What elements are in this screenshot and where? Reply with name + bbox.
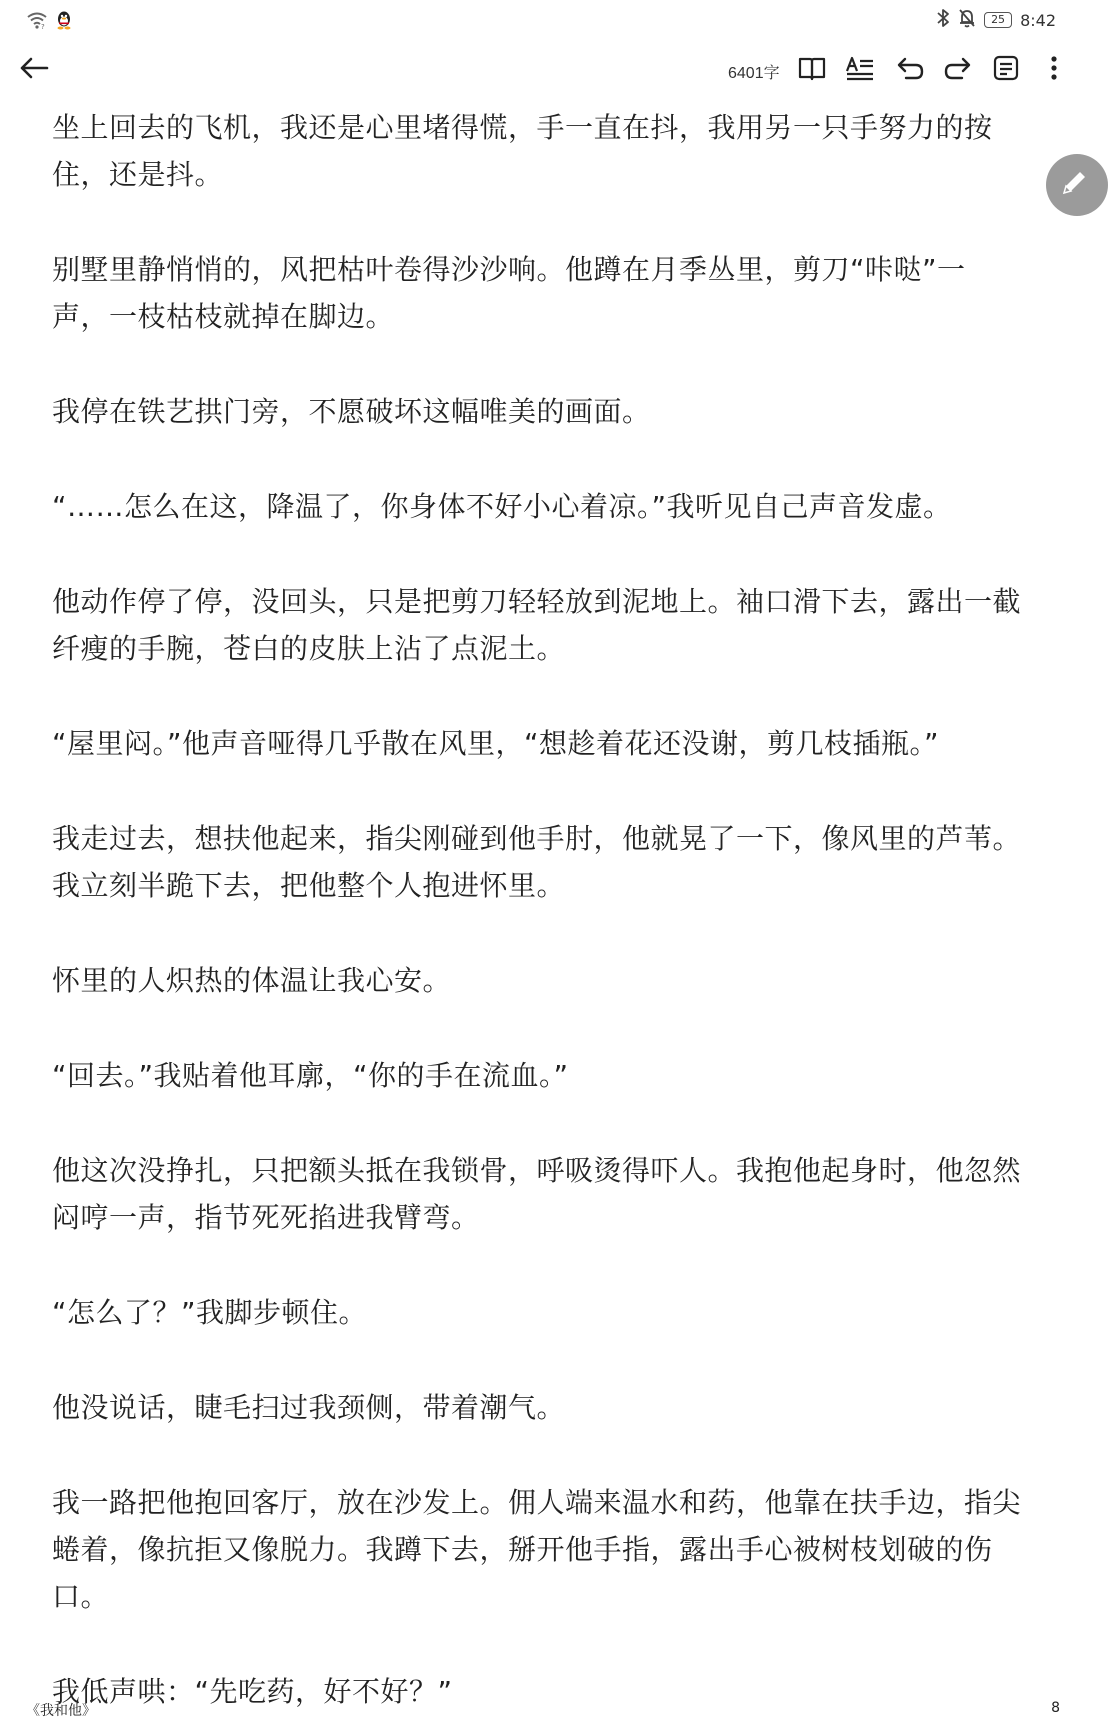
article-paragraph: 他这次没挣扎，只把额头抵在我锁骨，呼吸烫得吓人。我抱他起身时，他忽然闷哼一声，指节死死掐进我臂弯。 xyxy=(52,1154,1022,1234)
text-format-button[interactable] xyxy=(840,50,880,90)
pen-icon xyxy=(1060,169,1088,201)
edit-pen-button[interactable] xyxy=(1046,154,1108,216)
bluetooth-icon xyxy=(936,8,950,32)
undo-icon xyxy=(896,56,924,84)
status-left xyxy=(26,10,72,34)
article-paragraph: 他没说话，睫毛扫过我颈侧，带着潮气。 xyxy=(52,1391,566,1424)
wifi-icon xyxy=(26,11,48,33)
undo-button[interactable] xyxy=(890,50,930,90)
article-paragraph: 坐上回去的飞机，我还是心里堵得慌，手一直在抖，我用另一只手努力的按住，还是抖。 xyxy=(52,111,993,191)
word-count: 6401字 xyxy=(728,65,780,82)
article-paragraph: “怎么了？”我脚步顿住。 xyxy=(52,1296,368,1329)
article-paragraph: “……怎么在这，降温了，你身体不好小心着凉。”我听见自己声音发虚。 xyxy=(52,490,952,523)
article-paragraph: 我一路把他抱回客厅，放在沙发上。佣人端来温水和药，他靠在扶手边，指尖蜷着，像抗拒又像脱力。我蹲下去，掰开他手指，露出手心被树枝划破的伤口。 xyxy=(52,1486,1022,1613)
article-paragraph: 我低声哄：“先吃药，好不好？” xyxy=(52,1675,453,1708)
book-icon xyxy=(798,55,826,85)
status-bar xyxy=(0,0,1080,40)
toolbar xyxy=(0,44,1080,96)
back-arrow-icon xyxy=(19,56,49,84)
mute-bell-icon xyxy=(958,8,976,32)
redo-icon xyxy=(944,56,972,84)
article-content xyxy=(52,104,1022,1708)
reading-mode-button[interactable] xyxy=(792,50,832,90)
back-button[interactable] xyxy=(14,50,54,90)
article-paragraph: 我停在铁艺拱门旁，不愿破坏这幅唯美的画面。 xyxy=(52,395,651,428)
article-paragraph: “回去。”我贴着他耳廓，“你的手在流血。” xyxy=(52,1059,569,1092)
book-title: 《我和他》 xyxy=(26,1703,96,1719)
text-format-icon xyxy=(845,55,875,85)
clock: 8:42 xyxy=(1020,10,1056,30)
article-paragraph: “屋里闷。”他声音哑得几乎散在风里，“想趁着花还没谢，剪几枝插瓶。” xyxy=(52,727,940,760)
article-paragraph: 别墅里静悄悄的，风把枯叶卷得沙沙响。他蹲在月季丛里，剪刀“咔哒”一声，一枝枯枝就掉在脚边。 xyxy=(52,253,966,333)
more-vertical-icon xyxy=(1050,55,1058,85)
svg-text:?: ? xyxy=(41,23,45,31)
article-paragraph: 怀里的人炽热的体温让我心安。 xyxy=(52,964,452,997)
redo-button[interactable] xyxy=(938,50,978,90)
notes-icon xyxy=(993,55,1019,85)
page-number: 8 xyxy=(1051,1700,1060,1716)
battery-indicator: 25 xyxy=(984,12,1012,28)
status-right xyxy=(936,8,1056,32)
article-paragraph: 他动作停了停，没回头，只是把剪刀轻轻放到泥地上。袖口滑下去，露出一截纤瘦的手腕，苍白的皮肤上沾了点泥土。 xyxy=(52,585,1022,665)
qq-penguin-icon xyxy=(56,10,72,34)
notes-button[interactable] xyxy=(986,50,1026,90)
more-options-button[interactable] xyxy=(1034,50,1074,90)
article-paragraph: 我走过去，想扶他起来，指尖刚碰到他手肘，他就晃了一下，像风里的芦苇。我立刻半跪下去，把他整个人抱进怀里。 xyxy=(52,822,1022,902)
